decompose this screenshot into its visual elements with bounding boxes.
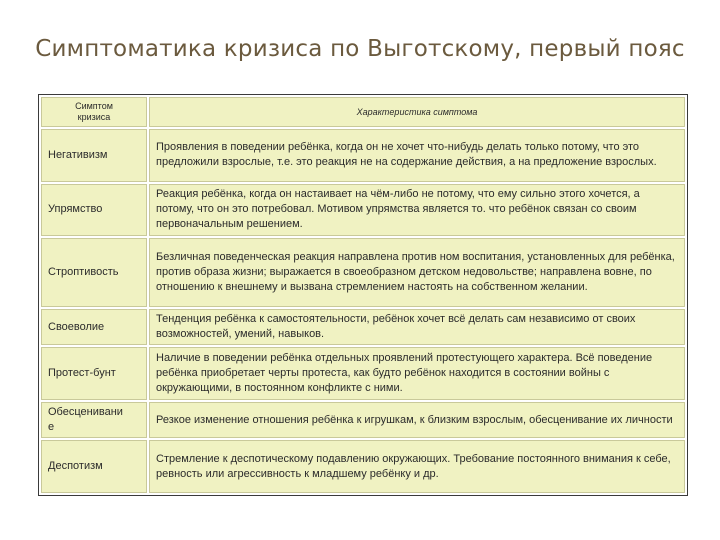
table-row — [41, 440, 685, 493]
header-symptom: Симптом кризиса — [41, 97, 147, 127]
symptom-description: Тенденция ребёнка к самостоятельности, ребёнок хочет всё делать сам независимо от своих возможностей, умений, навыков. — [149, 309, 685, 345]
symptom-name: Негативизм — [41, 129, 147, 182]
symptom-description: Безличная поведенческая реакция направлена против ном воспитания, установленных для ребёнка, против образа жизни; выражается в своеобразном детском недовольстве; направлена вовне, по отношению к внешнему и вызвана стремлением настоять на собственном желании. — [149, 238, 685, 307]
symptom-name: Протест-бунт — [41, 347, 147, 400]
symptom-description: Наличие в поведении ребёнка отдельных проявлений протестующего характера. Всё поведение ребёнка приобретает черты протеста, как будто ребёнок находится в состоянии войны с окружающими, в постоянном конфликте с ними. — [149, 347, 685, 400]
header-description: Характеристика симптома — [149, 97, 685, 127]
symptom-name: Своеволие — [41, 309, 147, 345]
slide-title: Симптоматика кризиса по Выготскому, первый пояс — [35, 36, 685, 62]
symptom-name: Строптивость — [41, 238, 147, 307]
symptom-name: Обесценивани е — [41, 402, 147, 438]
symptom-description: Стремление к деспотическому подавлению окружающих. Требование постоянного внимания к себе, ревность или агрессивность к младшему ребёнку и др. — [149, 440, 685, 493]
table-header-row — [41, 97, 685, 127]
table-row — [41, 309, 685, 345]
table-row — [41, 238, 685, 307]
symptom-description: Реакция ребёнка, когда он настаивает на чём-либо не потому, что ему сильно этого хочется, а потому, что он это потребовал. Мотивом упрямства является то. что ребёнок связан со своим первоначальным решением. — [149, 184, 685, 237]
symptom-table — [38, 94, 688, 496]
table-row — [41, 184, 685, 237]
table-row — [41, 402, 685, 438]
symptom-name: Упрямство — [41, 184, 147, 237]
table-row — [41, 347, 685, 400]
table-row — [41, 129, 685, 182]
symptom-name: Деспотизм — [41, 440, 147, 493]
symptom-description: Резкое изменение отношения ребёнка к игрушкам, к близким взрослым, обесценивание их личности — [149, 402, 685, 438]
symptom-description: Проявления в поведении ребёнка, когда он не хочет что-нибудь делать только потому, что это предложили взрослые, т.е. это реакция не на содержание действия, а на предложение взрослых. — [149, 129, 685, 182]
